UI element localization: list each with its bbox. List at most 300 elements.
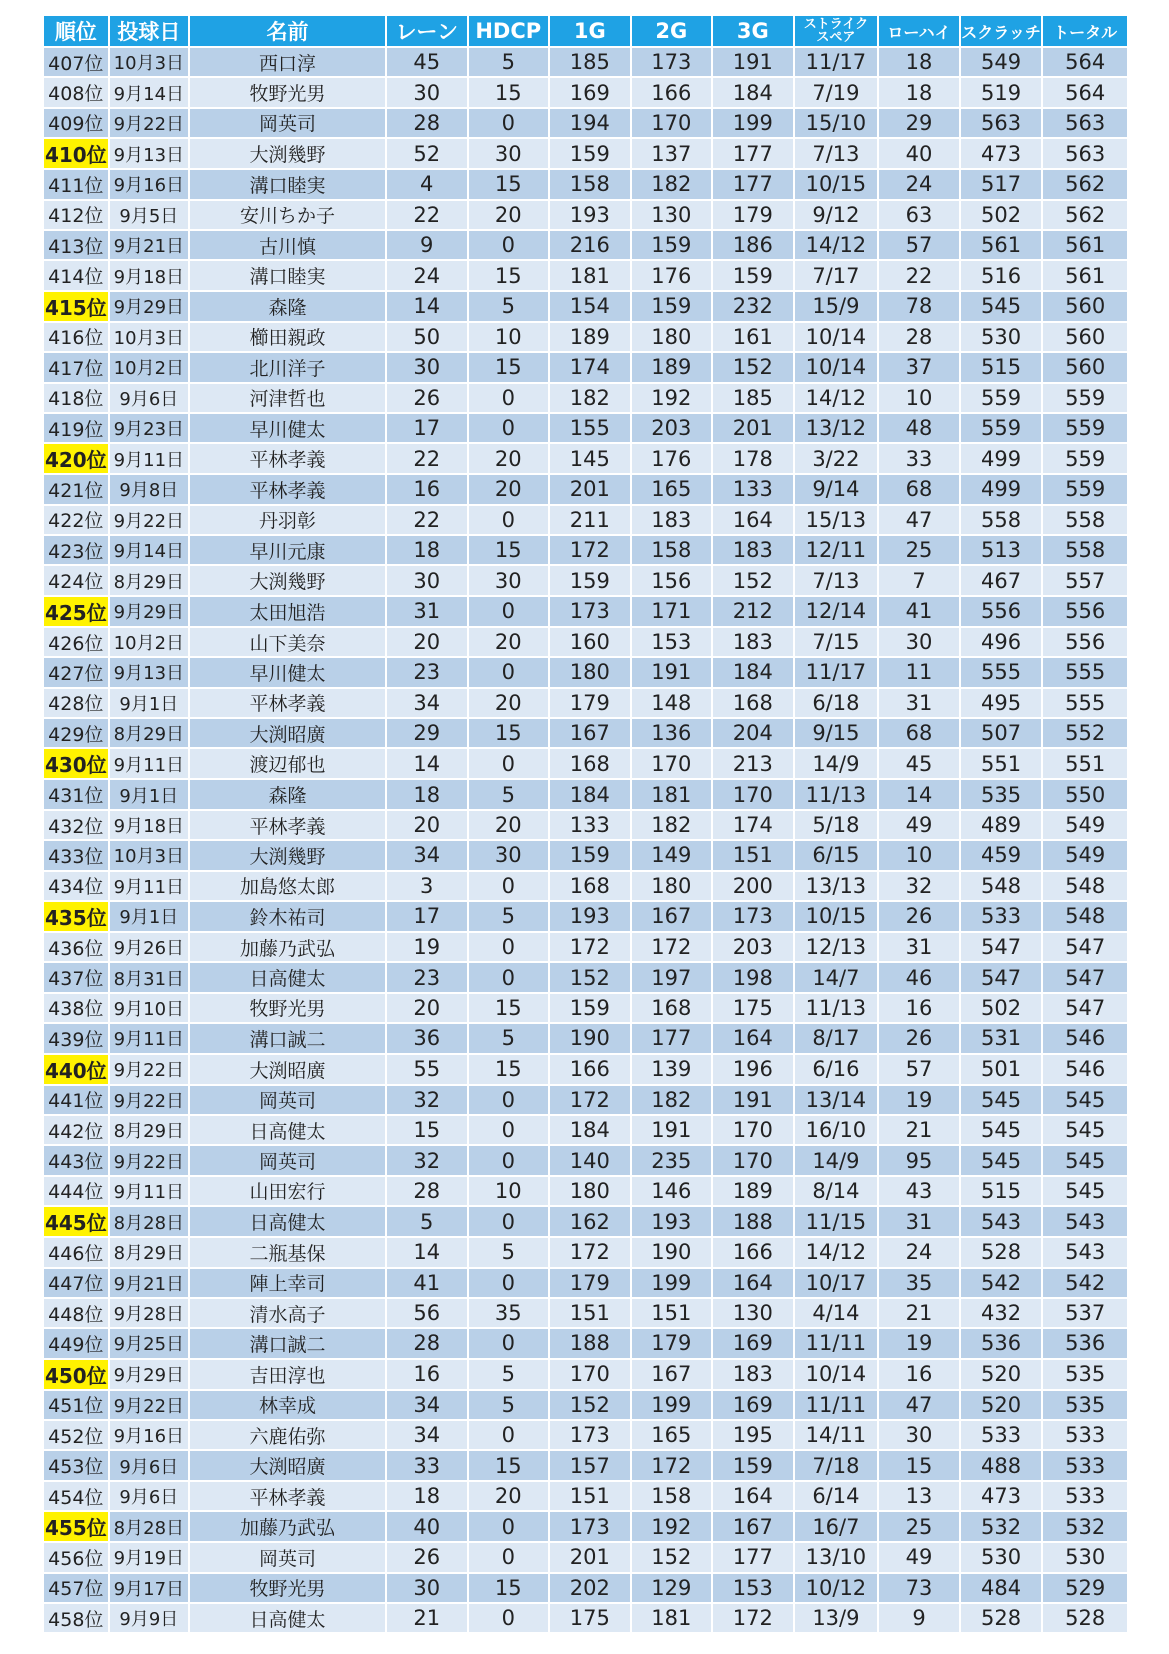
scratch-cell: 545 (961, 1116, 1044, 1146)
date-cell: 9月1日 (110, 780, 190, 810)
lowhigh-cell: 25 (879, 536, 961, 566)
table-row (44, 597, 1127, 628)
hdcp-cell: 5 (469, 1360, 551, 1391)
strike-spare-cell: 7/13 (795, 139, 880, 170)
table-row (44, 1116, 1127, 1146)
hdcp-cell: 0 (469, 1146, 551, 1176)
date-cell: 9月13日 (110, 139, 190, 170)
name-cell: 渡辺郁也 (190, 749, 387, 780)
header-spare-label: スペア (816, 30, 856, 45)
hdcp-cell: 30 (469, 139, 551, 170)
hdcp-cell: 15 (469, 78, 551, 108)
name-cell: 山下美奈 (190, 628, 387, 658)
strike-spare-cell: 12/11 (795, 536, 880, 566)
scratch-cell: 528 (961, 1604, 1044, 1634)
strike-spare-cell: 14/11 (795, 1421, 880, 1451)
rank-cell: 432位 (44, 811, 110, 841)
lane-cell: 30 (387, 78, 469, 108)
table-row (44, 1574, 1127, 1604)
date-cell: 8月31日 (110, 963, 190, 993)
game3-cell: 174 (713, 811, 795, 841)
game3-cell: 168 (713, 689, 795, 719)
lowhigh-cell: 24 (879, 1238, 961, 1268)
rank-cell: 428位 (44, 689, 110, 719)
game2-cell: 165 (632, 475, 714, 505)
strike-spare-cell: 15/13 (795, 506, 880, 536)
date-cell: 10月3日 (110, 48, 190, 78)
game1-cell: 168 (550, 749, 632, 780)
game1-cell: 169 (550, 78, 632, 108)
table-row (44, 902, 1127, 933)
lowhigh-cell: 18 (879, 78, 961, 108)
name-cell: 溝口誠二 (190, 1024, 387, 1054)
total-cell: 551 (1043, 749, 1127, 780)
hdcp-cell: 35 (469, 1299, 551, 1329)
table-row (44, 1269, 1127, 1299)
name-cell: 大渕幾野 (190, 566, 387, 596)
game3-cell: 196 (713, 1055, 795, 1086)
rank-cell: 430位 (44, 749, 110, 780)
game2-cell: 173 (632, 48, 714, 78)
strike-spare-cell: 11/17 (795, 658, 880, 688)
game2-cell: 139 (632, 1055, 714, 1086)
rank-cell: 454位 (44, 1482, 110, 1512)
date-cell: 10月3日 (110, 323, 190, 353)
game2-cell: 149 (632, 841, 714, 871)
total-cell: 543 (1043, 1238, 1127, 1268)
lane-cell: 56 (387, 1299, 469, 1329)
game3-cell: 152 (713, 353, 795, 383)
game1-cell: 189 (550, 323, 632, 353)
header-lowhigh: ローハイ (879, 16, 961, 48)
name-cell: 溝口睦実 (190, 170, 387, 200)
game3-cell: 178 (713, 444, 795, 475)
header-row (44, 16, 1127, 48)
strike-spare-cell: 13/12 (795, 414, 880, 444)
date-cell: 9月11日 (110, 444, 190, 475)
lowhigh-cell: 68 (879, 475, 961, 505)
hdcp-cell: 15 (469, 1451, 551, 1481)
lowhigh-cell: 95 (879, 1146, 961, 1176)
game2-cell: 167 (632, 902, 714, 933)
game1-cell: 173 (550, 1421, 632, 1451)
hdcp-cell: 20 (469, 1482, 551, 1512)
rank-cell: 407位 (44, 48, 110, 78)
name-cell: 日高健太 (190, 963, 387, 993)
date-cell: 9月14日 (110, 78, 190, 108)
game3-cell: 185 (713, 384, 795, 414)
game3-cell: 164 (713, 1482, 795, 1512)
table-row (44, 323, 1127, 353)
scratch-cell: 545 (961, 1146, 1044, 1176)
game3-cell: 183 (713, 628, 795, 658)
game1-cell: 159 (550, 994, 632, 1024)
hdcp-cell: 20 (469, 475, 551, 505)
hdcp-cell: 0 (469, 1329, 551, 1359)
hdcp-cell: 0 (469, 1604, 551, 1634)
scratch-cell: 531 (961, 1024, 1044, 1054)
game1-cell: 182 (550, 384, 632, 414)
total-cell: 547 (1043, 933, 1127, 963)
game2-cell: 153 (632, 628, 714, 658)
lowhigh-cell: 13 (879, 1482, 961, 1512)
table-row (44, 506, 1127, 536)
total-cell: 537 (1043, 1299, 1127, 1329)
rank-cell: 418位 (44, 384, 110, 414)
total-cell: 555 (1043, 689, 1127, 719)
game2-cell: 177 (632, 1024, 714, 1054)
lowhigh-cell: 57 (879, 231, 961, 261)
lowhigh-cell: 24 (879, 170, 961, 200)
scratch-cell: 547 (961, 933, 1044, 963)
game3-cell: 173 (713, 902, 795, 933)
table-row (44, 963, 1127, 993)
game3-cell: 153 (713, 1574, 795, 1604)
rank-cell: 442位 (44, 1116, 110, 1146)
scratch-cell: 549 (961, 48, 1044, 78)
lowhigh-cell: 35 (879, 1269, 961, 1299)
total-cell: 558 (1043, 506, 1127, 536)
table-row (44, 292, 1127, 323)
total-cell: 558 (1043, 536, 1127, 566)
lowhigh-cell: 18 (879, 48, 961, 78)
game2-cell: 158 (632, 1482, 714, 1512)
lowhigh-cell: 49 (879, 811, 961, 841)
name-cell: 櫛田親政 (190, 323, 387, 353)
table-row (44, 628, 1127, 658)
date-cell: 9月29日 (110, 597, 190, 628)
table-row (44, 1024, 1127, 1054)
rank-cell: 416位 (44, 323, 110, 353)
scratch-cell: 542 (961, 1269, 1044, 1299)
strike-spare-cell: 14/12 (795, 231, 880, 261)
game1-cell: 193 (550, 902, 632, 933)
total-cell: 564 (1043, 48, 1127, 78)
lane-cell: 26 (387, 1543, 469, 1573)
scratch-cell: 547 (961, 963, 1044, 993)
lane-cell: 16 (387, 1360, 469, 1391)
lane-cell: 4 (387, 170, 469, 200)
strike-spare-cell: 9/15 (795, 719, 880, 749)
strike-spare-cell: 11/13 (795, 994, 880, 1024)
game1-cell: 162 (550, 1207, 632, 1238)
lane-cell: 40 (387, 1512, 469, 1543)
lowhigh-cell: 78 (879, 292, 961, 323)
header-lane: レーン (387, 16, 469, 48)
lane-cell: 19 (387, 933, 469, 963)
game3-cell: 172 (713, 1604, 795, 1634)
game3-cell: 169 (713, 1391, 795, 1421)
name-cell: 安川ちか子 (190, 201, 387, 231)
game2-cell: 170 (632, 109, 714, 139)
rank-cell: 449位 (44, 1329, 110, 1359)
strike-spare-cell: 13/9 (795, 1604, 880, 1634)
game2-cell: 146 (632, 1177, 714, 1207)
lowhigh-cell: 49 (879, 1543, 961, 1573)
total-cell: 549 (1043, 811, 1127, 841)
lowhigh-cell: 16 (879, 994, 961, 1024)
lane-cell: 18 (387, 536, 469, 566)
scratch-cell: 513 (961, 536, 1044, 566)
total-cell: 533 (1043, 1482, 1127, 1512)
game2-cell: 182 (632, 170, 714, 200)
lane-cell: 28 (387, 1329, 469, 1359)
table-row (44, 1512, 1127, 1543)
date-cell: 9月28日 (110, 1299, 190, 1329)
game1-cell: 167 (550, 719, 632, 749)
rank-cell: 434位 (44, 872, 110, 902)
name-cell: 岡英司 (190, 1146, 387, 1176)
game3-cell: 164 (713, 1024, 795, 1054)
strike-spare-cell: 13/14 (795, 1086, 880, 1116)
game1-cell: 172 (550, 1238, 632, 1268)
lane-cell: 34 (387, 1391, 469, 1421)
name-cell: 大渕昭廣 (190, 1055, 387, 1086)
game3-cell: 164 (713, 1269, 795, 1299)
total-cell: 545 (1043, 1146, 1127, 1176)
game2-cell: 180 (632, 872, 714, 902)
scratch-cell: 555 (961, 658, 1044, 688)
hdcp-cell: 0 (469, 1086, 551, 1116)
lowhigh-cell: 68 (879, 719, 961, 749)
game2-cell: 152 (632, 1543, 714, 1573)
scratch-cell: 496 (961, 628, 1044, 658)
game3-cell: 183 (713, 536, 795, 566)
name-cell: 加藤乃武弘 (190, 1512, 387, 1543)
game1-cell: 170 (550, 1360, 632, 1391)
lane-cell: 34 (387, 1421, 469, 1451)
total-cell: 559 (1043, 444, 1127, 475)
scratch-cell: 459 (961, 841, 1044, 871)
total-cell: 535 (1043, 1360, 1127, 1391)
game3-cell: 170 (713, 1146, 795, 1176)
strike-spare-cell: 15/9 (795, 292, 880, 323)
total-cell: 533 (1043, 1421, 1127, 1451)
game3-cell: 159 (713, 1451, 795, 1481)
date-cell: 9月6日 (110, 384, 190, 414)
lowhigh-cell: 37 (879, 353, 961, 383)
date-cell: 10月2日 (110, 353, 190, 383)
rank-cell: 435位 (44, 902, 110, 933)
game1-cell: 190 (550, 1024, 632, 1054)
name-cell: 山田宏行 (190, 1177, 387, 1207)
table-row (44, 414, 1127, 444)
scratch-cell: 551 (961, 749, 1044, 780)
lane-cell: 22 (387, 444, 469, 475)
lane-cell: 30 (387, 353, 469, 383)
rank-cell: 426位 (44, 628, 110, 658)
lane-cell: 14 (387, 749, 469, 780)
rank-cell: 439位 (44, 1024, 110, 1054)
hdcp-cell: 0 (469, 1512, 551, 1543)
date-cell: 9月16日 (110, 170, 190, 200)
strike-spare-cell: 7/18 (795, 1451, 880, 1481)
lowhigh-cell: 16 (879, 1360, 961, 1391)
date-cell: 9月1日 (110, 902, 190, 933)
scratch-cell: 561 (961, 231, 1044, 261)
table-row (44, 78, 1127, 108)
table-row (44, 1238, 1127, 1268)
total-cell: 547 (1043, 994, 1127, 1024)
total-cell: 556 (1043, 628, 1127, 658)
strike-spare-cell: 11/11 (795, 1391, 880, 1421)
strike-spare-cell: 10/17 (795, 1269, 880, 1299)
rank-cell: 423位 (44, 536, 110, 566)
hdcp-cell: 0 (469, 1116, 551, 1146)
hdcp-cell: 0 (469, 597, 551, 628)
lane-cell: 21 (387, 1604, 469, 1634)
lowhigh-cell: 25 (879, 1512, 961, 1543)
game2-cell: 167 (632, 1360, 714, 1391)
header-scratch: スクラッチ (961, 16, 1044, 48)
strike-spare-cell: 14/7 (795, 963, 880, 993)
table-row (44, 1543, 1127, 1573)
lane-cell: 31 (387, 597, 469, 628)
table-row (44, 444, 1127, 475)
name-cell: 陣上幸司 (190, 1269, 387, 1299)
game3-cell: 184 (713, 78, 795, 108)
name-cell: 溝口誠二 (190, 1329, 387, 1359)
scratch-cell: 432 (961, 1299, 1044, 1329)
hdcp-cell: 5 (469, 48, 551, 78)
strike-spare-cell: 8/17 (795, 1024, 880, 1054)
scratch-cell: 530 (961, 1543, 1044, 1573)
table-row (44, 1391, 1127, 1421)
strike-spare-cell: 10/14 (795, 1360, 880, 1391)
date-cell: 8月29日 (110, 566, 190, 596)
game1-cell: 152 (550, 1391, 632, 1421)
date-cell: 9月11日 (110, 749, 190, 780)
rank-cell: 417位 (44, 353, 110, 383)
date-cell: 9月8日 (110, 475, 190, 505)
table-row (44, 841, 1127, 871)
game3-cell: 130 (713, 1299, 795, 1329)
name-cell: 大渕昭廣 (190, 719, 387, 749)
lowhigh-cell: 11 (879, 658, 961, 688)
hdcp-cell: 0 (469, 749, 551, 780)
table-row (44, 139, 1127, 170)
lane-cell: 17 (387, 902, 469, 933)
table-row (44, 689, 1127, 719)
name-cell: 森隆 (190, 292, 387, 323)
name-cell: 清水高子 (190, 1299, 387, 1329)
date-cell: 9月18日 (110, 811, 190, 841)
name-cell: 平林孝義 (190, 475, 387, 505)
lowhigh-cell: 22 (879, 261, 961, 291)
game2-cell: 156 (632, 566, 714, 596)
lane-cell: 50 (387, 323, 469, 353)
total-cell: 545 (1043, 1116, 1127, 1146)
game1-cell: 184 (550, 1116, 632, 1146)
rank-cell: 448位 (44, 1299, 110, 1329)
name-cell: 大渕昭廣 (190, 1451, 387, 1481)
lowhigh-cell: 45 (879, 749, 961, 780)
scratch-cell: 515 (961, 353, 1044, 383)
table-row (44, 109, 1127, 139)
total-cell: 542 (1043, 1269, 1127, 1299)
hdcp-cell: 0 (469, 658, 551, 688)
rank-cell: 427位 (44, 658, 110, 688)
name-cell: 平林孝義 (190, 689, 387, 719)
total-cell: 545 (1043, 1177, 1127, 1207)
strike-spare-cell: 14/9 (795, 749, 880, 780)
scratch-cell: 520 (961, 1360, 1044, 1391)
date-cell: 9月29日 (110, 292, 190, 323)
strike-spare-cell: 12/14 (795, 597, 880, 628)
name-cell: 平林孝義 (190, 811, 387, 841)
hdcp-cell: 5 (469, 1024, 551, 1054)
table-row (44, 872, 1127, 902)
scratch-cell: 519 (961, 78, 1044, 108)
total-cell: 546 (1043, 1055, 1127, 1086)
game3-cell: 213 (713, 749, 795, 780)
game3-cell: 201 (713, 414, 795, 444)
hdcp-cell: 20 (469, 628, 551, 658)
table-row (44, 1604, 1127, 1634)
strike-spare-cell: 6/14 (795, 1482, 880, 1512)
game1-cell: 216 (550, 231, 632, 261)
lowhigh-cell: 73 (879, 1574, 961, 1604)
game1-cell: 175 (550, 1604, 632, 1634)
hdcp-cell: 10 (469, 323, 551, 353)
total-cell: 550 (1043, 780, 1127, 810)
rank-cell: 451位 (44, 1391, 110, 1421)
strike-spare-cell: 11/17 (795, 48, 880, 78)
game3-cell: 191 (713, 1086, 795, 1116)
scratch-cell: 502 (961, 994, 1044, 1024)
table-row (44, 933, 1127, 963)
lane-cell: 52 (387, 139, 469, 170)
game3-cell: 204 (713, 719, 795, 749)
scratch-cell: 488 (961, 1451, 1044, 1481)
date-cell: 8月29日 (110, 719, 190, 749)
hdcp-cell: 0 (469, 414, 551, 444)
rank-cell: 437位 (44, 963, 110, 993)
rank-cell: 445位 (44, 1207, 110, 1238)
total-cell: 561 (1043, 231, 1127, 261)
game2-cell: 182 (632, 811, 714, 841)
date-cell: 9月23日 (110, 414, 190, 444)
rank-cell: 453位 (44, 1451, 110, 1481)
rank-cell: 441位 (44, 1086, 110, 1116)
game2-cell: 148 (632, 689, 714, 719)
game2-cell: 130 (632, 201, 714, 231)
name-cell: 丹羽彰 (190, 506, 387, 536)
name-cell: 早川元康 (190, 536, 387, 566)
hdcp-cell: 0 (469, 1207, 551, 1238)
game1-cell: 140 (550, 1146, 632, 1176)
lane-cell: 23 (387, 963, 469, 993)
game2-cell: 235 (632, 1146, 714, 1176)
hdcp-cell: 10 (469, 1177, 551, 1207)
hdcp-cell: 0 (469, 109, 551, 139)
game3-cell: 195 (713, 1421, 795, 1451)
game2-cell: 181 (632, 1604, 714, 1634)
game3-cell: 200 (713, 872, 795, 902)
name-cell: 早川健太 (190, 414, 387, 444)
total-cell: 533 (1043, 1451, 1127, 1481)
total-cell: 555 (1043, 658, 1127, 688)
lowhigh-cell: 43 (879, 1177, 961, 1207)
scratch-cell: 548 (961, 872, 1044, 902)
game3-cell: 183 (713, 1360, 795, 1391)
name-cell: 北川洋子 (190, 353, 387, 383)
game1-cell: 159 (550, 139, 632, 170)
total-cell: 532 (1043, 1512, 1127, 1543)
strike-spare-cell: 11/11 (795, 1329, 880, 1359)
total-cell: 547 (1043, 963, 1127, 993)
table-row (44, 719, 1127, 749)
